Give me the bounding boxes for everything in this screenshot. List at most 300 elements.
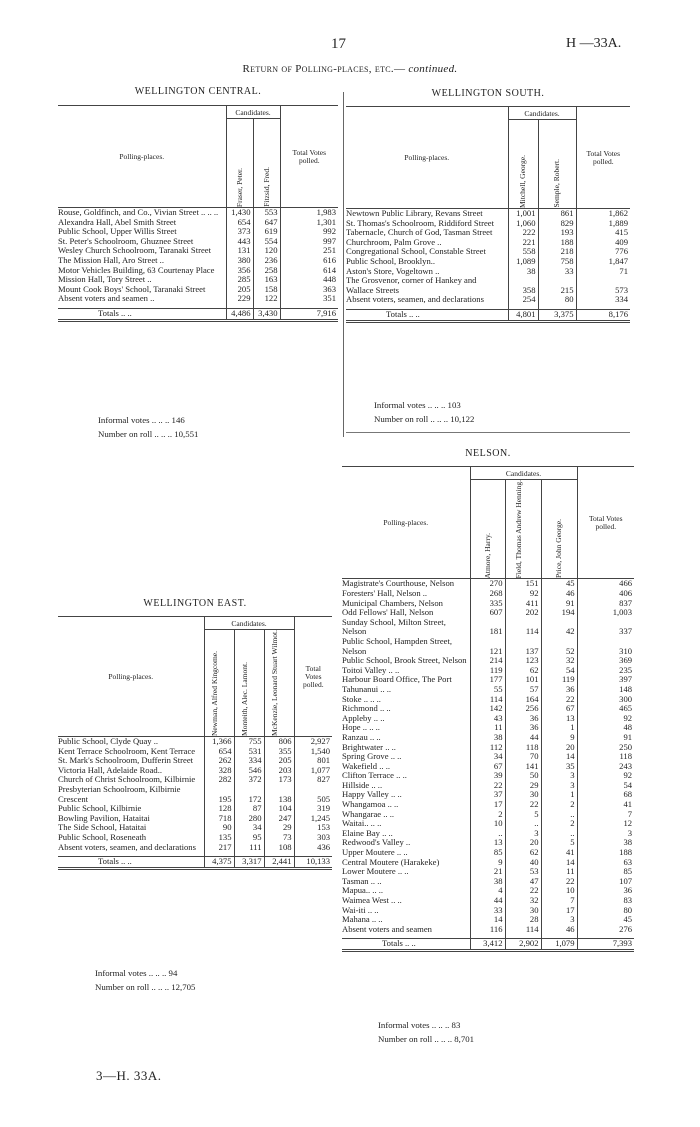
candidate-votes-cell: 258 xyxy=(253,266,280,276)
nelson-cand-2: Field, Thomas Andrew Henning. xyxy=(505,480,541,579)
candidate-votes-cell: 17 xyxy=(470,800,505,810)
document-reference: H —33A. xyxy=(566,36,622,51)
candidate-votes-cell: 3,430 xyxy=(253,308,280,320)
candidate-votes-cell: 163 xyxy=(253,275,280,285)
total-votes-cell: 351 xyxy=(280,294,338,304)
polling-place-name: Central Moutere (Harakeke) xyxy=(342,856,440,867)
candidate-votes-cell: 37 xyxy=(470,790,505,800)
total-votes-cell: 573 xyxy=(576,276,630,295)
east-extra xyxy=(95,968,335,996)
candidate-votes-cell: 236 xyxy=(253,256,280,266)
polling-place-name: Aston's Store, Vogeltown .. xyxy=(346,265,440,276)
table-row xyxy=(342,723,634,733)
polling-place-name: Public School, Roseneath xyxy=(58,831,147,842)
candidate-votes-cell: 222 xyxy=(508,228,538,238)
candidate-votes-cell: 380 xyxy=(226,256,253,266)
candidate-votes-cell: 151 xyxy=(505,579,541,589)
total-votes-cell: 48 xyxy=(577,723,634,733)
polling-place-name: Tahunanui .. .. xyxy=(342,683,392,694)
candidate-votes-cell: 1 xyxy=(541,723,577,733)
candidate-votes-cell: 2 xyxy=(470,810,505,820)
candidate-votes-cell: 114 xyxy=(470,695,505,705)
total-votes-cell: 91 xyxy=(577,733,634,743)
candidate-votes-cell: 87 xyxy=(234,804,264,814)
candidate-votes-cell: 38 xyxy=(508,267,538,277)
table-row xyxy=(342,906,634,916)
polling-place-name: Brightwater .. .. xyxy=(342,741,396,752)
polling-place-name: Tasman .. .. xyxy=(342,875,382,886)
candidate-votes-cell: 38 xyxy=(470,877,505,887)
candidate-votes-cell: 104 xyxy=(264,804,294,814)
south-extra xyxy=(374,400,614,428)
total-votes-cell: 63 xyxy=(577,858,634,868)
candidate-votes-cell: 531 xyxy=(234,747,264,757)
total-votes-cell: 303 xyxy=(294,833,332,843)
polling-place-name: Municipal Chambers, Nelson xyxy=(342,597,443,608)
nelson-col-total: Total Votes polled. xyxy=(577,467,634,579)
candidate-votes-cell: 90 xyxy=(204,823,234,833)
candidate-votes-cell: 4,375 xyxy=(204,857,234,869)
polling-place-name: Public School, Clyde Quay .. xyxy=(58,736,159,746)
total-votes-cell: 1,983 xyxy=(280,208,338,218)
total-votes-cell: 465 xyxy=(577,704,634,714)
south-cand-1: Mitchell, George. xyxy=(508,120,538,209)
nelson-col-place: Polling-places. xyxy=(342,467,470,579)
candidate-votes-cell: 202 xyxy=(505,608,541,618)
polling-place-name: Whangarae .. .. xyxy=(342,808,395,819)
polling-place-name: The Mission Hall, Aro Street .. xyxy=(58,254,164,265)
candidate-votes-cell: 254 xyxy=(508,295,538,305)
candidate-votes-cell: 32 xyxy=(541,656,577,666)
polling-place-name: Bowling Pavilion, Hataitai xyxy=(58,812,150,823)
candidate-votes-cell: 619 xyxy=(253,227,280,237)
candidate-votes-cell: 45 xyxy=(541,579,577,589)
candidate-votes-cell: 285 xyxy=(226,275,253,285)
table-row xyxy=(346,295,630,305)
east-table-wrap xyxy=(58,616,332,870)
candidate-votes-cell: 92 xyxy=(505,589,541,599)
total-votes-cell: 8,176 xyxy=(576,309,630,321)
candidate-votes-cell: 50 xyxy=(505,771,541,781)
candidate-votes-cell: 5 xyxy=(505,810,541,820)
south-table-wrap xyxy=(346,106,630,323)
south-col-candidates: Candidates. xyxy=(508,107,576,120)
east-cand-1: Newman, Alfred Kingcome. xyxy=(204,630,234,737)
candidate-votes-cell: 205 xyxy=(264,756,294,766)
east-totals-row xyxy=(58,857,332,869)
east-table xyxy=(58,616,332,870)
candidate-votes-cell: 177 xyxy=(470,675,505,685)
candidate-votes-cell: 647 xyxy=(253,218,280,228)
total-votes-cell: 1,077 xyxy=(294,766,332,776)
candidate-votes-cell: 22 xyxy=(505,800,541,810)
candidate-votes-cell: 30 xyxy=(505,906,541,916)
total-votes-cell: 54 xyxy=(577,781,634,791)
candidate-votes-cell: 131 xyxy=(226,246,253,256)
candidate-votes-cell: 558 xyxy=(508,247,538,257)
header-italic: continued. xyxy=(408,63,458,75)
candidate-votes-cell: 755 xyxy=(234,737,264,747)
total-votes-cell: 415 xyxy=(576,228,630,238)
polling-place-name: St. Peter's Schoolroom, Ghuznee Street xyxy=(58,235,194,246)
central-informal: Informal votes .. .. .. 146 xyxy=(98,415,185,425)
candidate-votes-cell: 44 xyxy=(470,896,505,906)
total-votes-cell: 118 xyxy=(577,752,634,762)
south-col-total: Total Votes polled. xyxy=(576,107,630,209)
polling-place-name: Mahana .. .. xyxy=(342,914,383,925)
candidate-votes-cell: 11 xyxy=(470,723,505,733)
total-votes-cell: 827 xyxy=(294,775,332,785)
total-votes-cell: 409 xyxy=(576,238,630,248)
polling-place-name: Spring Grove .. .. xyxy=(342,751,402,762)
candidate-votes-cell: 80 xyxy=(538,295,576,305)
total-votes-cell: 250 xyxy=(577,743,634,753)
totals-label: Totals .. .. xyxy=(98,856,132,867)
candidate-votes-cell: 108 xyxy=(264,843,294,853)
candidate-votes-cell: 34 xyxy=(234,823,264,833)
candidate-votes-cell: 1,430 xyxy=(226,208,253,218)
candidate-votes-cell: 114 xyxy=(505,925,541,935)
polling-place-name: The Side School, Hataitai xyxy=(58,822,147,833)
candidate-votes-cell: 13 xyxy=(470,838,505,848)
polling-place-name: Presbyterian Schoolroom, Kilbirnie Crescent xyxy=(58,783,181,804)
candidate-votes-cell: 806 xyxy=(264,737,294,747)
polling-place-name: Public School, Upper Willis Street xyxy=(58,226,177,237)
total-votes-cell: 1,245 xyxy=(294,814,332,824)
candidate-votes-cell: 17 xyxy=(541,906,577,916)
candidate-votes-cell: 29 xyxy=(505,781,541,791)
total-votes-cell: 153 xyxy=(294,823,332,833)
candidate-votes-cell: 14 xyxy=(470,915,505,925)
candidate-votes-cell: 14 xyxy=(541,858,577,868)
candidate-votes-cell: 217 xyxy=(204,843,234,853)
candidate-votes-cell: 193 xyxy=(538,228,576,238)
candidate-votes-cell: 101 xyxy=(505,675,541,685)
candidate-votes-cell: 334 xyxy=(234,756,264,766)
polling-place-name: Absent voters, seamen, and declarations xyxy=(346,294,484,305)
candidate-votes-cell: 221 xyxy=(508,238,538,248)
nelson-table xyxy=(342,466,634,952)
central-totals-row xyxy=(58,308,338,320)
candidate-votes-cell: 229 xyxy=(226,294,253,304)
candidate-votes-cell: 30 xyxy=(505,790,541,800)
total-votes-cell: 85 xyxy=(577,867,634,877)
totals-label: Totals .. .. xyxy=(382,938,416,949)
candidate-votes-cell: 554 xyxy=(253,237,280,247)
total-votes-cell: 92 xyxy=(577,771,634,781)
polling-place-name: Public School, Brooklyn.. xyxy=(346,255,436,266)
polling-place-name: Toitoi Valley .. .. xyxy=(342,664,400,675)
candidate-votes-cell: 116 xyxy=(470,925,505,935)
candidate-votes-cell: 214 xyxy=(470,656,505,666)
central-table-wrap xyxy=(58,105,338,322)
nelson-totals-row xyxy=(342,939,634,951)
total-votes-cell: 300 xyxy=(577,695,634,705)
polling-place-name: Victoria Hall, Adelaide Road.. xyxy=(58,764,163,775)
total-votes-cell: 71 xyxy=(576,267,630,277)
total-votes-cell: 80 xyxy=(577,906,634,916)
candidate-votes-cell: 546 xyxy=(234,766,264,776)
east-title: WELLINGTON EAST. xyxy=(143,598,247,609)
candidate-votes-cell: 14 xyxy=(541,752,577,762)
candidate-votes-cell: 54 xyxy=(541,666,577,676)
page-header xyxy=(0,63,700,75)
table-row xyxy=(342,810,634,820)
polling-place-name: Waitai.. .. .. xyxy=(342,818,382,829)
central-extra xyxy=(98,415,338,443)
east-roll: Number on roll .. .. .. 12,705 xyxy=(95,982,196,992)
total-votes-cell: 319 xyxy=(294,804,332,814)
polling-place-name: Redwood's Valley .. xyxy=(342,837,411,848)
candidate-votes-cell: 36 xyxy=(505,723,541,733)
candidate-votes-cell: 13 xyxy=(541,714,577,724)
total-votes-cell: 337 xyxy=(577,618,634,637)
candidate-votes-cell: 195 xyxy=(204,785,234,804)
polling-place-name: Harbour Board Office, The Port xyxy=(342,674,452,685)
table-row xyxy=(58,785,332,804)
candidate-votes-cell: 443 xyxy=(226,237,253,247)
nelson-cand-1: Atmore, Harry. xyxy=(470,480,505,579)
candidate-votes-cell: 173 xyxy=(264,775,294,785)
polling-place-name: Foresters' Hall, Nelson .. xyxy=(342,588,428,598)
candidate-votes-cell: 1,079 xyxy=(541,939,577,951)
candidate-votes-cell: 46 xyxy=(541,925,577,935)
candidate-votes-cell: 3,375 xyxy=(538,309,576,321)
total-votes-cell: 10,133 xyxy=(294,857,332,869)
total-votes-cell: 448 xyxy=(280,275,338,285)
nelson-col-candidates: Candidates. xyxy=(470,467,577,480)
total-votes-cell: 1,862 xyxy=(576,209,630,219)
page-number: 17 xyxy=(331,36,346,52)
candidate-votes-cell: 829 xyxy=(538,219,576,229)
table-row xyxy=(342,704,634,714)
total-votes-cell: 7 xyxy=(577,810,634,820)
south-title: WELLINGTON SOUTH. xyxy=(431,88,545,99)
total-votes-cell: 243 xyxy=(577,762,634,772)
total-votes-cell: 1,847 xyxy=(576,257,630,267)
candidate-votes-cell: 3,412 xyxy=(470,939,505,951)
candidate-votes-cell: 607 xyxy=(470,608,505,618)
candidate-votes-cell: 122 xyxy=(253,294,280,304)
polling-place-name: Tabernacle, Church of God, Tasman Street xyxy=(346,227,493,238)
candidate-votes-cell: 28 xyxy=(505,915,541,925)
candidate-votes-cell: 85 xyxy=(470,848,505,858)
total-votes-cell: 616 xyxy=(280,256,338,266)
candidate-votes-cell: 119 xyxy=(470,666,505,676)
polling-place-name: Public School, Hampden Street, Nelson xyxy=(342,635,453,656)
total-votes-cell: 235 xyxy=(577,666,634,676)
central-cand-2: Fitzsid, Fred. xyxy=(253,119,280,208)
total-votes-cell: 1,003 xyxy=(577,608,634,618)
candidate-votes-cell: 172 xyxy=(234,785,264,804)
candidate-votes-cell: 67 xyxy=(541,704,577,714)
candidate-votes-cell: 20 xyxy=(541,743,577,753)
total-votes-cell: 12 xyxy=(577,819,634,829)
polling-place-name: Whangamoa .. .. xyxy=(342,799,399,810)
candidate-votes-cell: 38 xyxy=(470,733,505,743)
candidate-votes-cell: 9 xyxy=(470,858,505,868)
candidate-votes-cell: 95 xyxy=(234,833,264,843)
total-votes-cell: 2,927 xyxy=(294,737,332,747)
candidate-votes-cell: 52 xyxy=(541,637,577,656)
candidate-votes-cell: 62 xyxy=(505,666,541,676)
candidate-votes-cell: 758 xyxy=(538,257,576,267)
candidate-votes-cell: 654 xyxy=(226,218,253,228)
candidate-votes-cell: 73 xyxy=(264,833,294,843)
polling-place-name: Absent voters and seamen .. xyxy=(58,293,155,304)
candidate-votes-cell: 67 xyxy=(470,762,505,772)
candidate-votes-cell: 42 xyxy=(541,618,577,637)
table-row xyxy=(342,877,634,887)
candidate-votes-cell: 33 xyxy=(538,267,576,277)
candidate-votes-cell: 11 xyxy=(541,867,577,877)
central-title: WELLINGTON CENTRAL. xyxy=(134,86,262,97)
candidate-votes-cell: 36 xyxy=(541,685,577,695)
total-votes-cell: 466 xyxy=(577,579,634,589)
candidate-votes-cell: 4 xyxy=(470,886,505,896)
south-informal: Informal votes .. .. .. 103 xyxy=(374,400,461,410)
candidate-votes-cell: 22 xyxy=(541,877,577,887)
total-votes-cell: 38 xyxy=(577,838,634,848)
polling-place-name: Mapua.. .. .. xyxy=(342,885,384,896)
candidate-votes-cell: 158 xyxy=(253,285,280,295)
table-row xyxy=(342,867,634,877)
candidate-votes-cell: 268 xyxy=(470,589,505,599)
candidate-votes-cell: 29 xyxy=(264,823,294,833)
candidate-votes-cell: 57 xyxy=(505,685,541,695)
candidate-votes-cell: 39 xyxy=(470,771,505,781)
total-votes-cell: 7,393 xyxy=(577,939,634,951)
candidate-votes-cell: 70 xyxy=(505,752,541,762)
candidate-votes-cell: 91 xyxy=(541,599,577,609)
candidate-votes-cell: 355 xyxy=(264,747,294,757)
east-informal: Informal votes .. .. .. 94 xyxy=(95,968,178,978)
candidate-votes-cell: 20 xyxy=(505,838,541,848)
south-cand-2: Semple, Robert. xyxy=(538,120,576,209)
candidate-votes-cell: .. xyxy=(505,819,541,829)
totals-label: Totals .. .. xyxy=(98,307,132,318)
candidate-votes-cell: 2 xyxy=(541,800,577,810)
candidate-votes-cell: 247 xyxy=(264,814,294,824)
candidate-votes-cell: 9 xyxy=(541,733,577,743)
candidate-votes-cell: 3 xyxy=(541,915,577,925)
total-votes-cell: 406 xyxy=(577,589,634,599)
total-votes-cell: 436 xyxy=(294,843,332,853)
candidate-votes-cell: 3 xyxy=(505,829,541,839)
nelson-roll: Number on roll .. .. .. 8,701 xyxy=(378,1034,475,1044)
south-table xyxy=(346,106,630,323)
candidate-votes-cell: 5 xyxy=(541,838,577,848)
south-roll: Number on roll .. .. .. 10,122 xyxy=(374,414,475,424)
polling-place-name: Wesley Church Schoolroom, Taranaki Street xyxy=(58,245,211,256)
polling-place-name: Elaine Bay .. .. xyxy=(342,827,393,838)
candidate-votes-cell: 205 xyxy=(226,285,253,295)
candidate-votes-cell: 335 xyxy=(470,599,505,609)
candidate-votes-cell: 137 xyxy=(505,637,541,656)
candidate-votes-cell: 3,317 xyxy=(234,857,264,869)
polling-place-name: Rouse, Goldfinch, and Co., Vivian Street .. .. .. xyxy=(58,207,219,217)
candidate-votes-cell: 270 xyxy=(470,579,505,589)
candidate-votes-cell: 1,001 xyxy=(508,209,538,219)
candidate-votes-cell: 34 xyxy=(470,752,505,762)
candidate-votes-cell: .. xyxy=(541,829,577,839)
polling-place-name: Hillside .. .. xyxy=(342,779,383,790)
total-votes-cell: 83 xyxy=(577,896,634,906)
polling-place-name: Lower Moutere .. .. xyxy=(342,866,409,877)
polling-place-name: Mount Cook Boys' School, Taranaki Street xyxy=(58,283,206,294)
total-votes-cell: 1,540 xyxy=(294,747,332,757)
polling-place-name: Clifton Terrace .. .. xyxy=(342,770,407,781)
candidate-votes-cell: 111 xyxy=(234,843,264,853)
total-votes-cell: 992 xyxy=(280,227,338,237)
total-votes-cell: 107 xyxy=(577,877,634,887)
polling-place-name: Stoke .. .. .. xyxy=(342,693,381,704)
polling-place-name: Appleby .. .. xyxy=(342,712,385,723)
east-cand-2: Monteith, Alec. Lamont. xyxy=(234,630,264,737)
candidate-votes-cell: 218 xyxy=(538,247,576,257)
polling-place-name: Ranzau .. .. xyxy=(342,731,381,742)
polling-place-name: Absent voters and seamen xyxy=(342,923,432,934)
polling-place-name: St. Mark's Schoolroom, Dufferin Street xyxy=(58,755,194,766)
east-cand-3: McKenzie, Leonard Stuart Wilmot. xyxy=(264,630,294,737)
table-row xyxy=(342,618,634,637)
candidate-votes-cell: 1,089 xyxy=(508,257,538,267)
polling-place-name: Wai-iti .. .. xyxy=(342,904,379,915)
table-row xyxy=(342,637,634,656)
header-caps: Return of Polling-places, etc.— xyxy=(242,63,406,75)
table-row xyxy=(58,294,338,304)
candidate-votes-cell: 215 xyxy=(538,276,576,295)
total-votes-cell: 7,916 xyxy=(280,308,338,320)
candidate-votes-cell: 861 xyxy=(538,209,576,219)
candidate-votes-cell: 41 xyxy=(541,848,577,858)
east-col-place: Polling-places. xyxy=(58,617,204,737)
candidate-votes-cell: 141 xyxy=(505,762,541,772)
candidate-votes-cell: 3 xyxy=(541,771,577,781)
table-row xyxy=(342,896,634,906)
candidate-votes-cell: 411 xyxy=(505,599,541,609)
candidate-votes-cell: 164 xyxy=(505,695,541,705)
total-votes-cell: 3 xyxy=(577,829,634,839)
total-votes-cell: 1,301 xyxy=(280,218,338,228)
polling-place-name: Richmond .. .. xyxy=(342,703,391,714)
polling-place-name: Odd Fellows' Hall, Nelson xyxy=(342,607,434,618)
candidate-votes-cell: 2,441 xyxy=(264,857,294,869)
nelson-informal: Informal votes .. .. .. 83 xyxy=(378,1020,461,1030)
total-votes-cell: 1,889 xyxy=(576,219,630,229)
candidate-votes-cell: 203 xyxy=(264,766,294,776)
candidate-votes-cell: 22 xyxy=(541,695,577,705)
polling-place-name: Upper Moutere .. .. xyxy=(342,847,408,858)
candidate-votes-cell: 7 xyxy=(541,896,577,906)
polling-place-name: Hope .. .. .. xyxy=(342,722,380,733)
table-row xyxy=(342,714,634,724)
candidate-votes-cell: 356 xyxy=(226,266,253,276)
polling-place-name: Motor Vehicles Building, 63 Courtenay Place xyxy=(58,264,215,275)
polling-place-name: St. Thomas's Schoolroom, Riddiford Street xyxy=(346,217,494,228)
east-col-candidates: Candidates. xyxy=(204,617,294,630)
polling-place-name: Public School, Kilbirnie xyxy=(58,803,142,814)
candidate-votes-cell: 372 xyxy=(234,775,264,785)
total-votes-cell: 188 xyxy=(577,848,634,858)
candidate-votes-cell: 2 xyxy=(541,819,577,829)
candidate-votes-cell: 282 xyxy=(204,775,234,785)
candidate-votes-cell: 121 xyxy=(470,637,505,656)
polling-place-name: Congregational School, Constable Street xyxy=(346,246,486,257)
candidate-votes-cell: 46 xyxy=(541,589,577,599)
candidate-votes-cell: 328 xyxy=(204,766,234,776)
polling-place-name: Absent voters, seamen, and declarations xyxy=(58,841,196,852)
